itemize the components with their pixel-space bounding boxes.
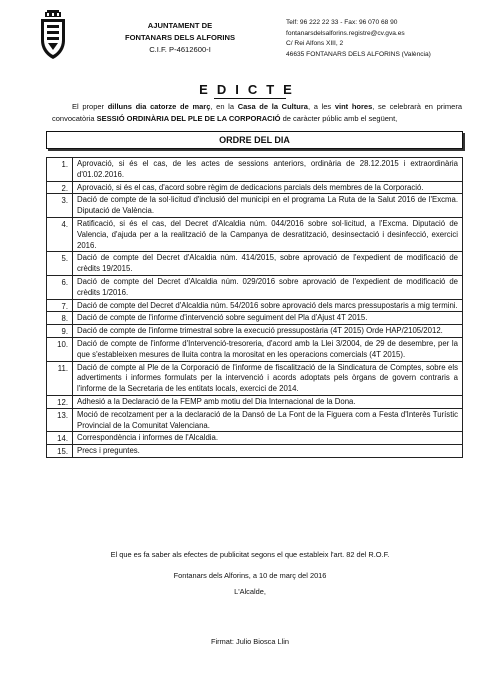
agenda-row <box>47 445 462 457</box>
agenda-number: 8. <box>47 312 73 324</box>
contact-block <box>286 18 486 60</box>
contact-email: fontanarsdelsalforins.registre@cv.gva.es <box>286 29 405 37</box>
mayor-label: L'Alcalde, <box>234 587 266 596</box>
agenda-number: 1. <box>47 158 73 181</box>
agenda-row <box>47 182 462 195</box>
agenda-number: 9. <box>47 325 73 337</box>
intro-date: dilluns dia catorze de març <box>107 102 211 111</box>
coat-of-arms-icon <box>38 10 68 60</box>
agenda-text: Aprovació, si és el cas, d'acord sobre règim de dedicacions parcials dels membres de la Corporació. <box>77 182 424 192</box>
agenda-row <box>47 325 462 338</box>
agenda-number: 2. <box>47 182 73 194</box>
agenda-text: Precs i preguntes. <box>77 446 140 456</box>
agenda-text: Dació de compte de la sol·licitud d'inclusió del municipi en el programa La Ruta de la Salut 2016 de l'Excma. Diputació de València. <box>77 195 458 216</box>
intro-text: , se celebrarà en primera convocatòria <box>52 102 463 123</box>
org-name-line2: FONTANARS DELS ALFORINS <box>124 33 236 42</box>
intro-time: vint hores <box>334 102 373 111</box>
agenda-row <box>47 194 462 218</box>
publicity-note: El que es fa saber als efectes de publicitat segons el que estableix l'art. 82 del R.O.F. <box>110 550 390 559</box>
agenda-text: Moció de recolzament per a la declaració de la Dansó de La Font de la Figuera com a Festa d'Interès Turístic Provincial de la Comunitat Valenciana. <box>77 409 458 430</box>
agenda-row <box>47 158 462 182</box>
agenda-text: Dació de compte de l'informe d'intervenció sobre seguiment del Pla d'Ajust 4T 2015. <box>77 313 368 323</box>
contact-address: C/ Rei Alfons XIII, 2 <box>286 40 344 48</box>
agenda-text: Dació de compte del Decret d'Alcaldia núm. 54/2016 sobre aprovació dels marcs pressupostaris a mig termini. <box>77 300 458 310</box>
agenda-number: 6. <box>47 276 73 299</box>
org-cif: C.I.F. P-4612600-I <box>149 45 211 54</box>
agenda-row <box>47 312 462 325</box>
contact-phone-fax: Telf: 96 222 22 33 - Fax: 96 070 68 90 <box>286 19 398 26</box>
agenda-row <box>47 276 462 300</box>
agenda-text: Dació de compte de l'informe trimestral sobre la execució pressupostària (4T 2015) Orde HAP/2105/2012. <box>77 326 443 336</box>
agenda-number: 15. <box>47 445 73 457</box>
signature: Firmat: Julio Biosca Llin <box>210 637 290 646</box>
intro-text: , en la <box>210 102 238 111</box>
agenda-row <box>47 409 462 433</box>
agenda-text: Adhesió a la Declaració de la FEMP amb motiu del Dia Internacional de la Dona. <box>77 396 356 406</box>
intro-text: de caràcter públic amb el següent, <box>280 113 398 123</box>
intro-text: El proper <box>72 102 108 111</box>
agenda-text: Dació de compte del Decret d'Alcaldia núm. 029/2016 sobre aprovació de l'expedient de modificació de crèdits 1/2016. <box>77 276 458 297</box>
agenda-text: Aprovació, si és el cas, de les actes de sessions anteriors, ordinària de 28.12.2015 i extraordinària d'01.02.2016. <box>77 159 458 179</box>
agenda-text: Dació de compte del Decret d'Alcaldia núm. 414/2015, sobre aprovació de l'expedient de modificació de crèdits 19/2015. <box>77 253 458 274</box>
agenda-text: Dació de compte de l'informe d'Intervenció-tresoreria, d'acord amb la Llei 3/2004, de 29 de desembre, per la que s'estableixen mesures de lluita contra la morositat en les operacions comercials (4T 2015). <box>77 338 458 359</box>
document-title: EDICTE <box>199 82 301 97</box>
agenda-number: 7. <box>47 300 73 312</box>
agenda-heading: ORDRE DEL DIA <box>46 131 463 149</box>
agenda-text: Ratificació, si és el cas, del Decret d'Alcaldia núm. 044/2016 sobre sol·licitud, a l'Excma. Diputació de Valencia, d'ajuda per a la realització de la Campanya de desratització, desinsectació i desinfecció, exercici 2016. <box>77 218 458 250</box>
agenda-row <box>47 300 462 313</box>
agenda-number: 3. <box>47 194 73 217</box>
agenda-number: 11. <box>47 362 73 395</box>
agenda-number: 4. <box>47 218 73 251</box>
agenda-text: Correspondència i informes de l'Alcaldia. <box>77 433 219 443</box>
agenda-number: 12. <box>47 396 73 408</box>
agenda-row <box>47 218 462 252</box>
place-date: Fontanars dels Alforins, a 10 de març del 2016 <box>173 571 327 580</box>
agenda-number: 13. <box>47 409 73 432</box>
agenda-row <box>47 252 462 276</box>
intro-text: , a les <box>307 102 335 111</box>
organization-block <box>95 20 265 56</box>
org-name-line1: AJUNTAMENT DE <box>147 21 213 30</box>
agenda-number: 14. <box>47 432 73 444</box>
contact-city: 46635 FONTANARS DELS ALFORINS (València) <box>286 50 431 58</box>
intro-venue: Casa de la Cultura <box>237 102 308 111</box>
agenda-row <box>47 362 462 396</box>
agenda-number: 10. <box>47 338 73 361</box>
agenda-row <box>47 432 462 445</box>
agenda-row <box>47 396 462 409</box>
agenda-table <box>46 157 463 458</box>
agenda-row <box>47 338 462 362</box>
agenda-number: 5. <box>47 252 73 275</box>
intro-session: SESSIÓ ORDINÀRIA DEL PLE DE LA CORPORACIÓ <box>96 113 281 123</box>
intro-paragraph <box>52 101 462 124</box>
agenda-text: Dació de compte al Ple de la Corporació de l'informe de fiscalització de la Sindicatura de Comptes, sobre els advertiments i informes formulats per la intervenció i acords adoptats pels òrgans de govern contraris a l'informe de la Secretaria de les entitats locals, exercici de 2014. <box>77 362 458 394</box>
title-underline <box>214 98 286 99</box>
